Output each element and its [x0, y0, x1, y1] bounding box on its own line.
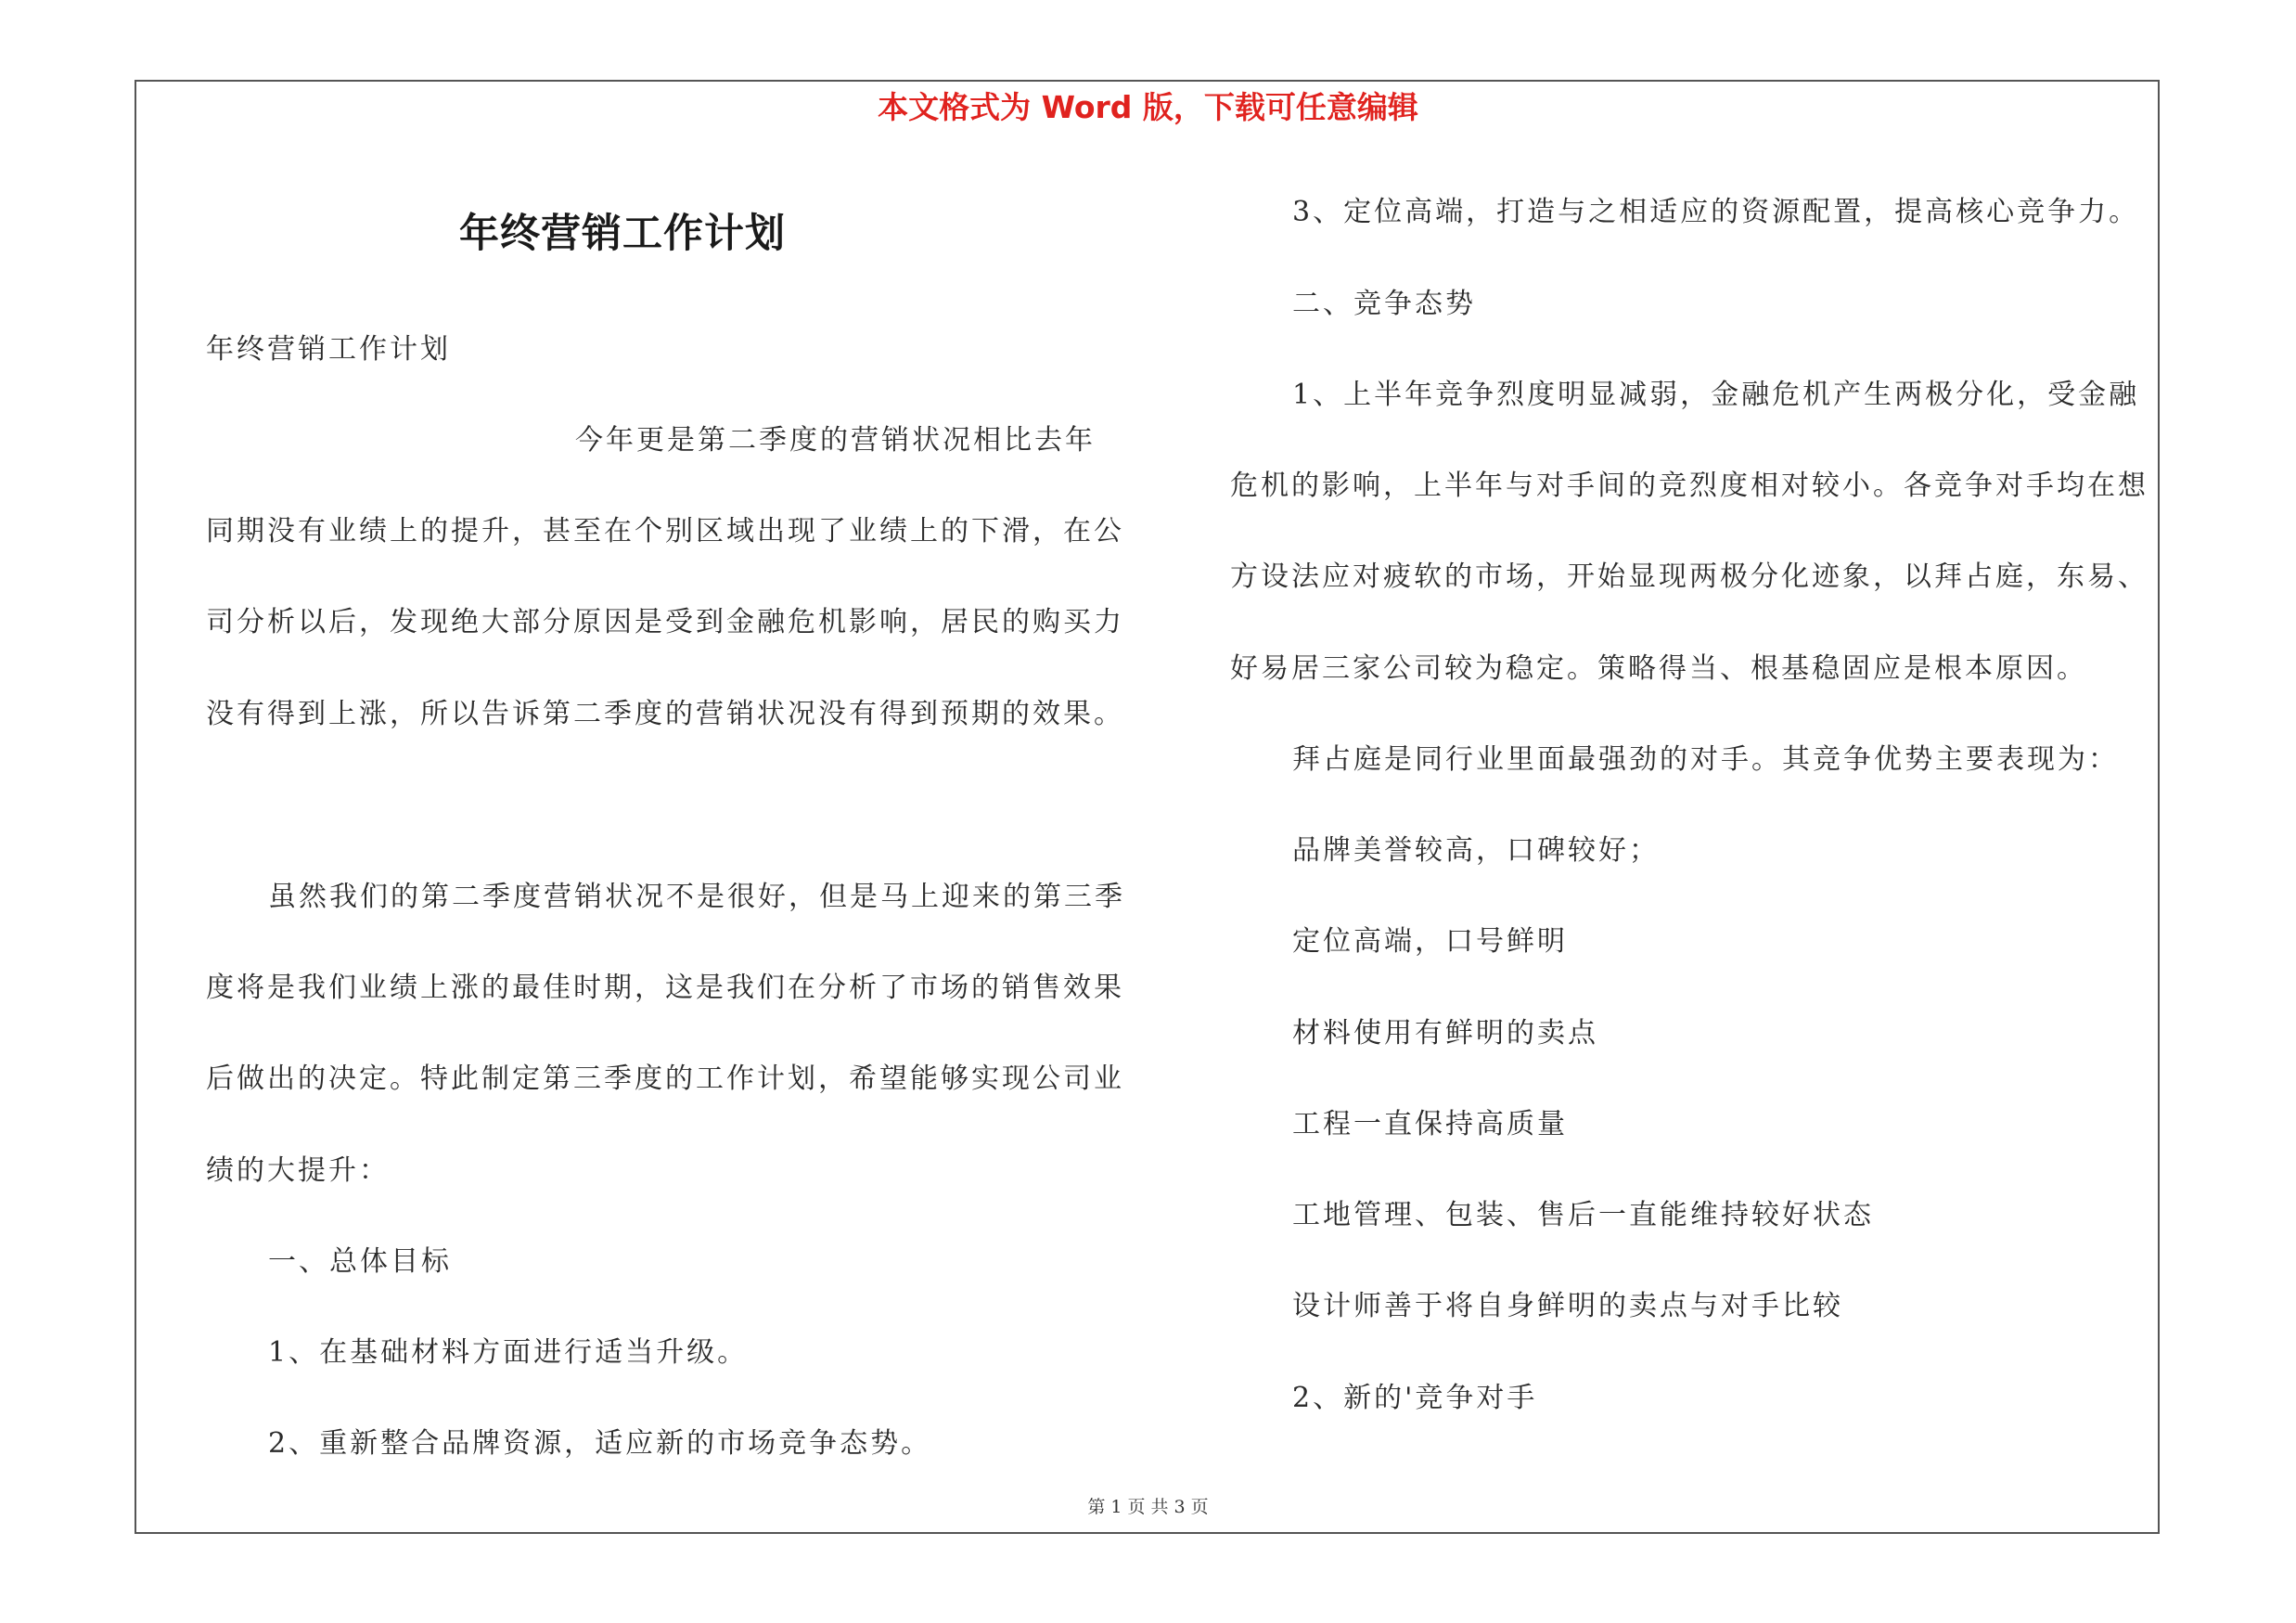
- right-line-1: 3、定位高端，打造与之相适应的资源配置，提高核心竞争力。: [1292, 196, 2140, 228]
- left-line-2: 今年更是第二季度的营销状况相比去年: [575, 424, 1096, 457]
- left-line-12: 2、重新整合品牌资源，适应新的市场竞争态势。: [268, 1427, 932, 1460]
- right-line-7: 拜占庭是同行业里面最强劲的对手。其竞争优势主要表现为：: [1292, 743, 2119, 776]
- right-line-11: 工程一直保持高质量: [1292, 1108, 1568, 1140]
- right-line-2: 二、竞争态势: [1292, 288, 1476, 320]
- right-line-10: 材料使用有鲜明的卖点: [1292, 1017, 1598, 1050]
- left-line-3: 同期没有业绩上的提升，甚至在个别区域出现了业绩上的下滑，在公: [206, 515, 1124, 547]
- right-line-13: 设计师善于将自身鲜明的卖点与对手比较: [1292, 1290, 1843, 1322]
- format-banner: 本文格式为 Word 版，下载可任意编辑: [878, 89, 1418, 125]
- left-line-8: 后做出的决定。特此制定第三季度的工作计划，希望能够实现公司业: [206, 1063, 1124, 1095]
- left-line-11: 1、在基础材料方面进行适当升级。: [268, 1336, 749, 1369]
- page-frame: [135, 80, 2160, 1534]
- right-line-9: 定位高端，口号鲜明: [1292, 925, 1568, 958]
- right-line-5: 方设法应对疲软的市场，开始显现两极分化迹象，以拜占庭，东易、: [1230, 560, 2148, 593]
- left-line-1: 年终营销工作计划: [206, 333, 451, 366]
- right-line-6: 好易居三家公司较为稳定。策略得当、根基稳固应是根本原因。: [1230, 652, 2087, 685]
- right-line-4: 危机的影响，上半年与对手间的竞烈度相对较小。各竞争对手均在想: [1230, 470, 2148, 502]
- right-line-12: 工地管理、包装、售后一直能维持较好状态: [1292, 1199, 1874, 1231]
- page-number-footer: 第 1 页 共 3 页: [1087, 1497, 1209, 1517]
- left-line-10: 一、总体目标: [268, 1245, 452, 1278]
- left-line-6: 虽然我们的第二季度营销状况不是很好，但是马上迎来的第三季: [268, 881, 1125, 913]
- right-line-8: 品牌美誉较高，口碑较好；: [1292, 834, 1660, 867]
- left-line-4: 司分析以后，发现绝大部分原因是受到金融危机影响，居民的购买力: [206, 606, 1124, 638]
- left-line-9: 绩的大提升：: [206, 1154, 390, 1187]
- right-line-3: 1、上半年竞争烈度明显减弱，金融危机产生两极分化，受金融: [1292, 379, 2140, 411]
- left-line-7: 度将是我们业绩上涨的最佳时期，这是我们在分析了市场的销售效果: [206, 972, 1124, 1004]
- right-line-14: 2、新的'竞争对手: [1292, 1382, 1538, 1414]
- left-line-5: 没有得到上涨，所以告诉第二季度的营销状况没有得到预期的效果。: [206, 698, 1124, 730]
- document-title: 年终营销工作计划: [459, 211, 786, 257]
